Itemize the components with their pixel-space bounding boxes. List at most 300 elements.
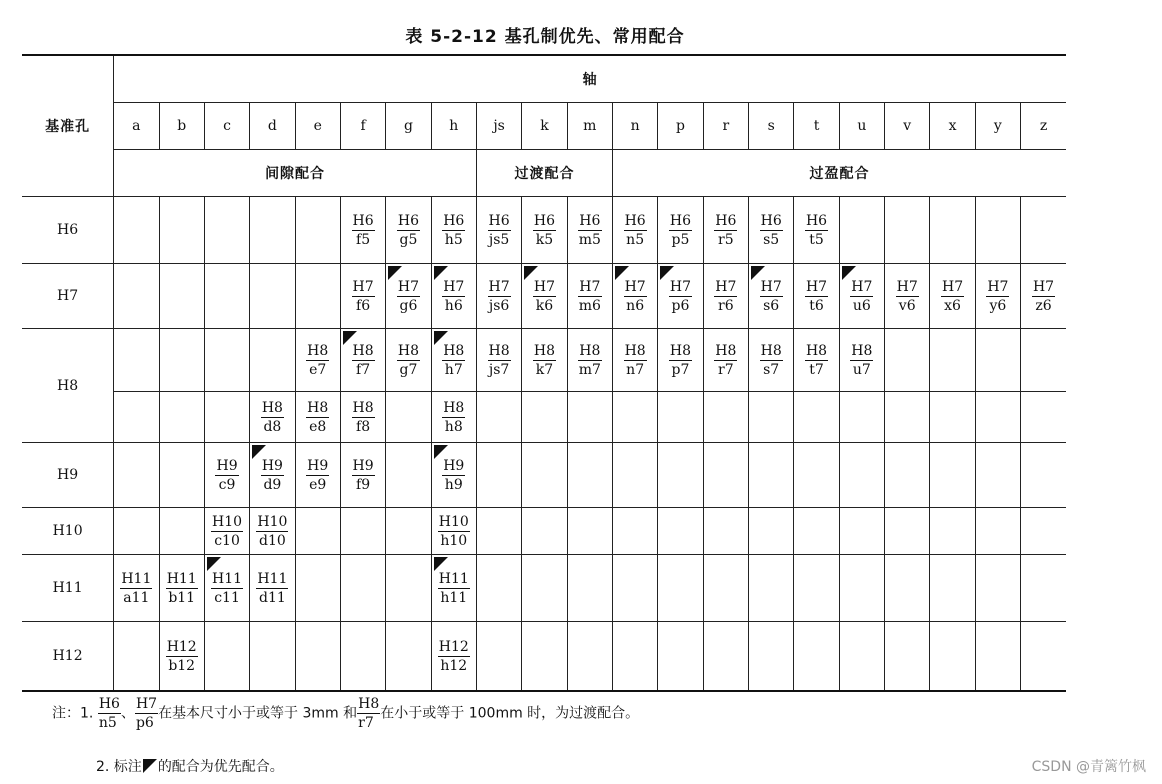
empty-cell [839, 197, 884, 264]
fit-denominator: h9 [442, 475, 465, 492]
empty-cell [522, 508, 567, 555]
fit-cell [658, 329, 703, 392]
empty-cell [522, 443, 567, 508]
fit-cell [476, 197, 521, 264]
empty-cell [386, 392, 431, 443]
shaft-letter: f [340, 103, 385, 150]
fit-fraction [438, 515, 470, 548]
fit-cell [749, 329, 794, 392]
fit-numerator: H8 [805, 342, 828, 359]
fit-fraction [533, 280, 556, 313]
preferred-fit-marker-icon [143, 759, 157, 773]
empty-cell [114, 392, 159, 443]
empty-cell [930, 508, 975, 555]
empty-cell [114, 443, 159, 508]
fit-denominator: t6 [805, 296, 828, 313]
fit-fraction [578, 280, 602, 313]
fit-fraction [760, 344, 783, 377]
fit-denominator: e9 [306, 475, 329, 492]
fit-fraction [669, 214, 692, 247]
empty-cell [159, 264, 204, 329]
empty-cell [658, 622, 703, 692]
empty-cell [749, 443, 794, 508]
preferred-fit-marker-icon [434, 266, 448, 280]
fit-numerator: H7 [805, 278, 828, 295]
fit-cell [567, 264, 612, 329]
empty-cell [476, 392, 521, 443]
fit-cell [386, 329, 431, 392]
fit-numerator: H7 [851, 278, 873, 295]
note-text-2: 在小于或等于 100mm 时，为过渡配合。 [380, 705, 640, 722]
fit-cell [295, 443, 340, 508]
empty-cell [930, 329, 975, 392]
fit-numerator: H7 [941, 278, 964, 295]
fit-denominator: m7 [578, 361, 601, 378]
empty-cell [839, 392, 884, 443]
empty-cell [476, 555, 521, 622]
fit-fraction [850, 280, 873, 313]
empty-cell [749, 508, 794, 555]
empty-cell [975, 443, 1020, 508]
empty-cell [612, 622, 657, 692]
note-1 [52, 697, 639, 730]
fit-numerator: H7 [533, 278, 556, 295]
fit-numerator: H9 [352, 457, 374, 474]
fit-cell [250, 443, 295, 508]
fit-denominator: s7 [760, 360, 783, 377]
fit-denominator: d8 [261, 417, 284, 434]
fit-cell [839, 329, 884, 392]
empty-cell [204, 622, 249, 692]
empty-cell [204, 197, 249, 264]
fit-cell [703, 197, 748, 264]
fit-fraction [488, 214, 511, 247]
fit-denominator: p6 [669, 296, 692, 313]
empty-cell [567, 443, 612, 508]
fit-cell [612, 264, 657, 329]
fit-denominator: p7 [669, 360, 692, 377]
fit-cell [567, 197, 612, 264]
fit-denominator: s6 [760, 296, 783, 313]
empty-cell [975, 622, 1020, 692]
empty-cell [340, 622, 385, 692]
fit-numerator: H6 [624, 212, 646, 229]
fit-cell [431, 329, 476, 392]
fit-fraction [120, 572, 152, 605]
fit-cell [386, 264, 431, 329]
shaft-letter: v [885, 103, 930, 150]
empty-cell [386, 443, 431, 508]
fit-cell [703, 329, 748, 392]
fit-cell [522, 329, 567, 392]
empty-cell [975, 508, 1020, 555]
empty-cell [749, 392, 794, 443]
fit-numerator: H6 [352, 212, 374, 229]
fit-fraction [442, 280, 465, 313]
fit-denominator: h11 [438, 588, 470, 605]
fit-fraction [714, 280, 737, 313]
fit-cell [1021, 264, 1066, 329]
fit-fraction [256, 572, 288, 605]
note-prefix: 注：1. [52, 705, 94, 722]
fit-denominator: u6 [850, 296, 873, 313]
fit-denominator: js6 [488, 297, 510, 314]
fit-cell [658, 197, 703, 264]
fit-denominator: f8 [352, 417, 375, 434]
fit-fraction [805, 344, 828, 377]
fit-denominator: v6 [896, 296, 919, 313]
fit-denominator: c11 [211, 588, 243, 605]
fit-denominator: h10 [438, 531, 470, 548]
fit-numerator: H10 [212, 513, 243, 530]
fit-numerator: H7 [443, 278, 465, 295]
fit-table [22, 54, 1066, 692]
preferred-fit-marker-icon [751, 266, 765, 280]
fit-numerator: H11 [121, 570, 152, 587]
fit-numerator: H10 [438, 513, 469, 530]
fit-denominator: c9 [215, 475, 238, 492]
fit-denominator: k5 [533, 230, 556, 247]
fit-cell [386, 197, 431, 264]
fit-fraction [714, 214, 737, 247]
fit-denominator: t7 [805, 360, 828, 377]
shaft-letter: e [295, 103, 340, 150]
fit-cell [612, 197, 657, 264]
empty-cell [476, 622, 521, 692]
empty-cell [885, 443, 930, 508]
fit-fraction [442, 344, 465, 377]
fit-cell [295, 392, 340, 443]
fit-fraction [306, 344, 329, 377]
fit-denominator: u7 [850, 360, 873, 377]
fit-cell [159, 555, 204, 622]
fit-numerator: H8 [443, 399, 465, 416]
fit-cell [930, 264, 975, 329]
fit-numerator: H8 [669, 342, 692, 359]
fit-numerator: H12 [438, 638, 469, 655]
fit-numerator: H6 [488, 212, 510, 229]
empty-cell [295, 555, 340, 622]
hole-label-h9: H9 [22, 443, 114, 508]
empty-cell [250, 329, 295, 392]
fit-denominator: f6 [352, 296, 375, 313]
fit-fraction [256, 515, 288, 548]
empty-cell [885, 392, 930, 443]
fit-denominator: r5 [714, 230, 737, 247]
fit-numerator: H8 [352, 399, 374, 416]
fit-numerator: H8 [352, 342, 374, 359]
fit-cell [250, 508, 295, 555]
empty-cell [1021, 329, 1066, 392]
fit-denominator: k7 [533, 360, 556, 377]
empty-cell [114, 622, 159, 692]
fit-cell [431, 264, 476, 329]
fit-denominator: f7 [352, 360, 375, 377]
fit-denominator: r6 [714, 296, 737, 313]
shaft-letter: r [703, 103, 748, 150]
fit-denominator: h7 [442, 360, 465, 377]
shaft-letter-row [22, 103, 1066, 150]
empty-cell [522, 392, 567, 443]
fit-fraction [850, 344, 873, 377]
row-h11 [22, 555, 1066, 622]
transition-fit-group: 过渡配合 [476, 150, 612, 197]
fit-numerator: H7 [715, 278, 737, 295]
empty-cell [839, 443, 884, 508]
empty-cell [975, 329, 1020, 392]
empty-cell [340, 508, 385, 555]
empty-cell [612, 443, 657, 508]
fit-fraction [261, 459, 284, 492]
fit-fraction [438, 572, 470, 605]
fit-numerator: H6 [715, 212, 737, 229]
empty-cell [930, 443, 975, 508]
preferred-fit-marker-icon [842, 266, 856, 280]
fit-numerator: H6 [579, 212, 601, 229]
fit-numerator: H9 [443, 457, 465, 474]
fit-denominator: js7 [488, 361, 510, 378]
empty-cell [295, 508, 340, 555]
empty-cell [703, 555, 748, 622]
empty-cell [930, 622, 975, 692]
empty-cell [567, 622, 612, 692]
empty-cell [975, 555, 1020, 622]
note-fraction-h8-r7: $\frac{H8}{r7}$ [358, 696, 380, 731]
fit-denominator: d9 [261, 475, 284, 492]
fit-cell [340, 197, 385, 264]
fit-fraction [352, 459, 375, 492]
shaft-letter: n [612, 103, 657, 150]
fit-fraction [714, 344, 737, 377]
empty-cell [703, 508, 748, 555]
fit-numerator: H7 [669, 278, 692, 295]
empty-cell [204, 392, 249, 443]
fit-fraction [533, 344, 556, 377]
shaft-letter: a [114, 103, 159, 150]
fit-denominator: k6 [533, 296, 556, 313]
hole-label-h10: H10 [22, 508, 114, 555]
empty-cell [250, 622, 295, 692]
empty-cell [567, 392, 612, 443]
empty-cell [295, 264, 340, 329]
fit-numerator: H7 [397, 278, 419, 295]
fit-numerator: H7 [624, 278, 646, 295]
fit-fraction [442, 214, 465, 247]
fit-numerator: H8 [851, 342, 873, 359]
note-text-1: 在基本尺寸小于或等于 3mm 和 [158, 705, 358, 722]
empty-cell [567, 508, 612, 555]
fit-numerator: H8 [443, 342, 465, 359]
empty-cell [159, 197, 204, 264]
preferred-fit-marker-icon [207, 557, 221, 571]
empty-cell [703, 622, 748, 692]
hole-label-h12: H12 [22, 622, 114, 692]
fit-numerator: H9 [307, 457, 329, 474]
row-h7 [22, 264, 1066, 329]
fit-cell [794, 329, 839, 392]
fit-fraction [397, 280, 420, 313]
fit-denominator: f5 [352, 230, 375, 247]
fit-cell [658, 264, 703, 329]
shaft-letter: z [1021, 103, 1066, 150]
fit-denominator: s5 [760, 230, 783, 247]
empty-cell [476, 443, 521, 508]
empty-cell [159, 392, 204, 443]
fit-numerator: H7 [987, 278, 1009, 295]
hole-label-h6: H6 [22, 197, 114, 264]
fit-cell [431, 197, 476, 264]
note2-suffix: 的配合为优先配合。 [157, 759, 284, 775]
row-h8 [22, 329, 1066, 392]
fit-numerator: H8 [488, 342, 510, 359]
fit-denominator: e8 [306, 417, 329, 434]
fit-fraction [352, 214, 375, 247]
preferred-fit-marker-icon [388, 266, 402, 280]
table-title: 表 5-2-12 基孔制优先、常用配合 [405, 27, 685, 47]
empty-cell [975, 392, 1020, 443]
preferred-fit-marker-icon [252, 445, 266, 459]
fit-numerator: H6 [805, 212, 828, 229]
empty-cell [159, 443, 204, 508]
empty-cell [612, 508, 657, 555]
fit-fraction [624, 214, 647, 247]
shaft-letter: y [975, 103, 1020, 150]
fit-denominator: n6 [624, 296, 647, 313]
fit-cell [204, 443, 249, 508]
empty-cell [114, 508, 159, 555]
fit-denominator: a11 [120, 588, 152, 605]
fit-denominator: n5 [624, 230, 647, 247]
empty-cell [1021, 443, 1066, 508]
shaft-letter: d [250, 103, 295, 150]
fit-cell [794, 264, 839, 329]
fit-cell [476, 264, 521, 329]
fit-numerator: H7 [488, 278, 510, 295]
fit-fraction [352, 401, 375, 434]
empty-cell [930, 197, 975, 264]
fit-fraction [624, 344, 647, 377]
empty-cell [340, 555, 385, 622]
row-h12 [22, 622, 1066, 692]
fit-fraction [352, 280, 375, 313]
fit-denominator: h12 [438, 656, 470, 673]
empty-cell [1021, 197, 1066, 264]
preferred-fit-marker-icon [434, 557, 448, 571]
fit-denominator: h5 [442, 230, 465, 247]
fit-cell [749, 197, 794, 264]
fit-fraction [488, 280, 511, 313]
empty-cell [885, 197, 930, 264]
shaft-letter: t [794, 103, 839, 150]
fit-numerator: H8 [579, 342, 601, 359]
fit-cell [295, 329, 340, 392]
fit-denominator: f9 [352, 475, 375, 492]
fit-fraction [438, 640, 470, 673]
fit-fraction [941, 280, 964, 313]
fit-numerator: H8 [307, 342, 329, 359]
fit-cell [431, 392, 476, 443]
preferred-fit-marker-icon [343, 331, 357, 345]
fit-numerator: H8 [307, 399, 329, 416]
shaft-letter: js [476, 103, 521, 150]
interference-fit-group: 过盈配合 [612, 150, 1066, 197]
shaft-letter: x [930, 103, 975, 150]
fit-denominator: h8 [442, 417, 465, 434]
fit-fraction [397, 214, 420, 247]
shaft-letter: m [567, 103, 612, 150]
empty-cell [159, 508, 204, 555]
empty-cell [204, 329, 249, 392]
empty-cell [794, 555, 839, 622]
fit-cell [340, 329, 385, 392]
empty-cell [794, 392, 839, 443]
fit-fraction [306, 459, 329, 492]
fit-cell [204, 555, 249, 622]
fit-cell [431, 555, 476, 622]
fit-fraction [986, 280, 1009, 313]
fit-fraction [578, 344, 602, 377]
fit-numerator: H9 [261, 457, 283, 474]
fit-fraction [211, 572, 243, 605]
note-fraction-h7-p6: $\frac{H7}{p6}$ [135, 696, 158, 731]
empty-cell [703, 392, 748, 443]
fit-numerator: H11 [438, 570, 469, 587]
empty-cell [658, 555, 703, 622]
fit-cell [476, 329, 521, 392]
preferred-fit-marker-icon [434, 331, 448, 345]
empty-cell [1021, 508, 1066, 555]
fit-fraction [760, 214, 783, 247]
fit-cell [204, 508, 249, 555]
fit-fraction [669, 344, 692, 377]
fit-cell [431, 508, 476, 555]
row-h9 [22, 443, 1066, 508]
shaft-letter: g [386, 103, 431, 150]
empty-cell [159, 329, 204, 392]
note2-prefix: 2. 标注 [96, 759, 142, 775]
fit-denominator: e7 [306, 360, 329, 377]
fit-denominator: y6 [986, 296, 1009, 313]
empty-cell [794, 622, 839, 692]
fit-fraction [215, 459, 238, 492]
row-h8-second [22, 392, 1066, 443]
hole-label-h7: H7 [22, 264, 114, 329]
base-hole-header: 基准孔 [22, 55, 114, 197]
fit-cell [340, 264, 385, 329]
fit-cell [703, 264, 748, 329]
fit-numerator: H7 [352, 278, 374, 295]
empty-cell [885, 508, 930, 555]
fit-numerator: H8 [397, 342, 419, 359]
preferred-fit-marker-icon [615, 266, 629, 280]
fit-denominator: g6 [397, 296, 420, 313]
empty-cell [612, 555, 657, 622]
fit-cell [431, 622, 476, 692]
empty-cell [567, 555, 612, 622]
fit-numerator: H10 [257, 513, 288, 530]
fit-fraction [442, 459, 465, 492]
note-fraction-h6-n5: $\frac{H6}{n5}$ [98, 696, 120, 731]
fit-denominator: g7 [397, 360, 420, 377]
empty-cell [114, 264, 159, 329]
fit-fraction [306, 401, 329, 434]
empty-cell [114, 197, 159, 264]
empty-cell [930, 392, 975, 443]
empty-cell [386, 555, 431, 622]
empty-cell [295, 622, 340, 692]
fit-fraction [397, 344, 420, 377]
fit-denominator: p5 [669, 230, 692, 247]
